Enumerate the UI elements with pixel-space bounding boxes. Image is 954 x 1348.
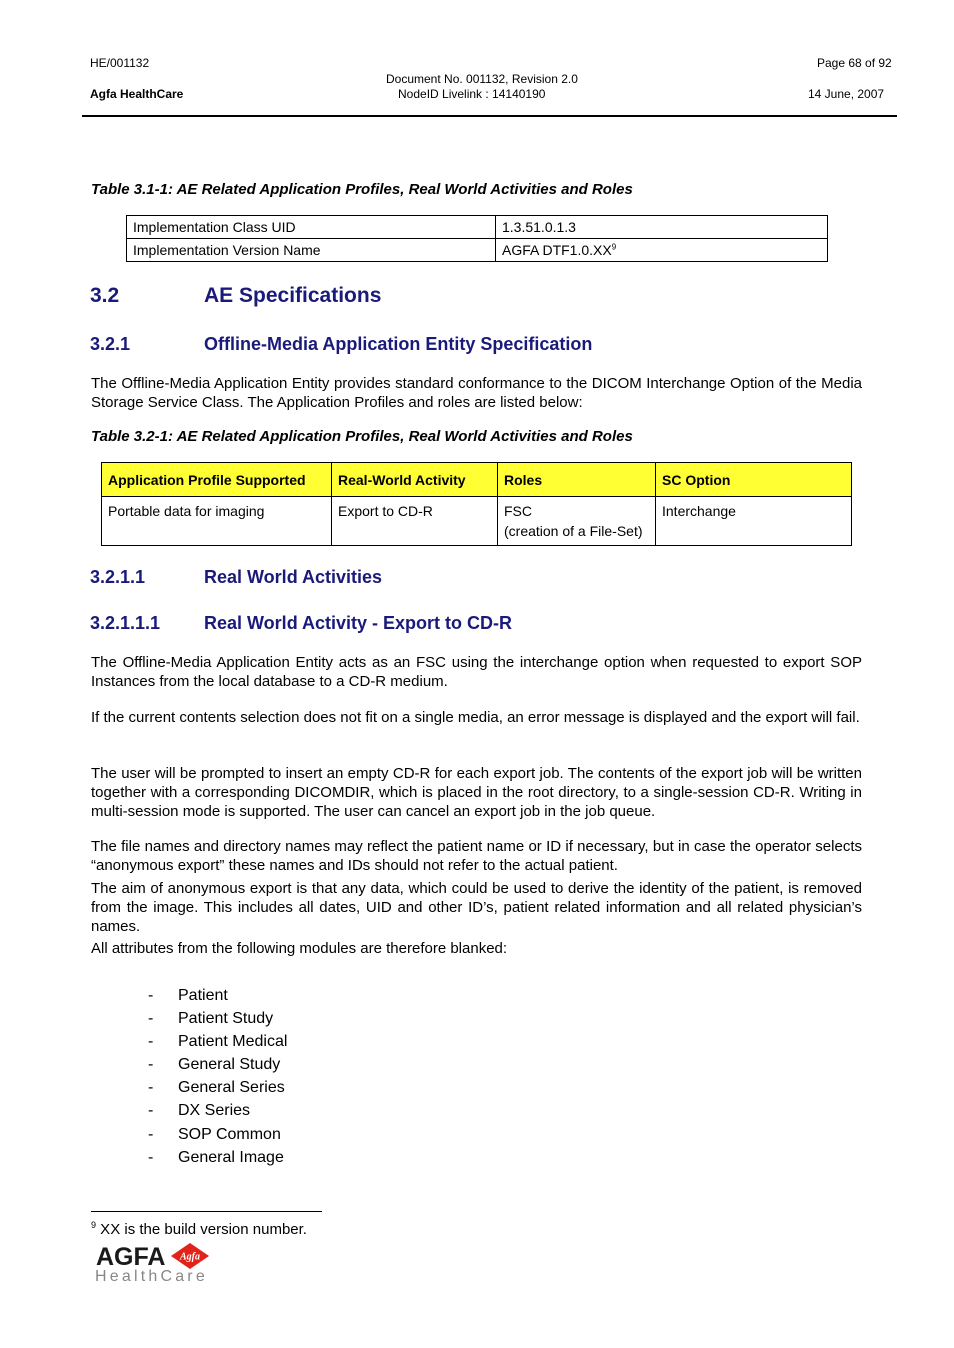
table-row xyxy=(127,216,828,239)
document-number: Document No. 001132, Revision 2.0 xyxy=(386,72,578,86)
table-cell-profile: Portable data for imaging xyxy=(102,497,332,546)
footnote-text: XX is the build version number. xyxy=(96,1221,307,1238)
implementation-table xyxy=(126,215,828,262)
section-title: Real World Activities xyxy=(204,567,383,587)
footnote-rule xyxy=(91,1211,322,1212)
column-header: Roles xyxy=(498,463,656,497)
table-cell-label: Implementation Class UID xyxy=(127,216,496,239)
table-cell-value: 1.3.51.0.1.3 xyxy=(496,216,828,239)
role-name: FSC xyxy=(504,503,532,519)
section-title: AE Specifications xyxy=(204,284,382,307)
module-list xyxy=(148,984,287,1169)
agfa-rhombus-logo-icon xyxy=(170,1242,210,1270)
footnote-marker: 9 xyxy=(91,1220,97,1230)
list-item: - Patient Study xyxy=(148,1010,274,1028)
list-item: - Patient xyxy=(148,987,228,1004)
node-id: NodeID Livelink : 14140190 xyxy=(398,87,546,101)
table-cell-roles xyxy=(498,497,656,546)
section-heading-3-2-1-1-1 xyxy=(90,613,512,634)
table-cell-option: Interchange xyxy=(656,497,852,546)
list-item: - Patient Medical xyxy=(148,1033,288,1051)
application-profile-table xyxy=(101,462,852,546)
role-description: (creation of a File-Set) xyxy=(504,523,643,539)
table-cell-activity: Export to CD-R xyxy=(332,497,498,546)
header-rule xyxy=(82,115,897,117)
list-item: - DX Series xyxy=(148,1102,251,1120)
list-item: - General Series xyxy=(148,1079,285,1097)
section-heading-3-2-1-1 xyxy=(90,567,382,588)
body-paragraph: The Offline-Media Application Entity acts as an FSC using the interchange option when requested to export SOP Instances from the local database to a CD-R medium. xyxy=(91,654,862,690)
table-row xyxy=(102,497,852,546)
svg-text:Agfa: Agfa xyxy=(180,1251,200,1263)
section-number: 3.2 xyxy=(90,284,120,307)
section-number: 3.2.1 xyxy=(90,334,131,354)
body-paragraph: If the current contents selection does not fit on a single media, an error message is displayed and the export will fail. xyxy=(91,709,860,726)
table1-caption: Table 3.1-1: AE Related Application Profiles, Real World Activities and Roles xyxy=(91,181,633,198)
list-item: - General Study xyxy=(148,1056,281,1074)
section-number: 3.2.1.1.1 xyxy=(90,613,161,633)
version-name-value: AGFA DTF1.0.XX xyxy=(502,242,612,258)
list-item: - SOP Common xyxy=(148,1125,281,1143)
table-header-row xyxy=(102,463,852,497)
list-item: - General Image xyxy=(148,1148,284,1166)
body-paragraph: All attributes from the following modules are therefore blanked: xyxy=(91,940,508,957)
agfa-logo-subtitle: HealthCare xyxy=(95,1268,208,1285)
footnote-ref: 9 xyxy=(611,242,617,252)
page-number: Page 68 of 92 xyxy=(817,56,892,70)
table2-caption: Table 3.2-1: AE Related Application Profiles, Real World Activities and Roles xyxy=(91,428,633,445)
column-header: SC Option xyxy=(656,463,852,497)
body-paragraph: The user will be prompted to insert an empty CD-R for each export job. The contents of the export job will be written together with a corresponding DICOMDIR, which is placed in the root directory, to a single-session CD-R. Writing in multi-session mode is supported. The user can cancel an export job in the job queue. xyxy=(91,765,862,820)
document-date: 14 June, 2007 xyxy=(808,87,885,101)
table-cell-value xyxy=(496,239,828,262)
column-header: Real-World Activity xyxy=(332,463,498,497)
section-heading-3-2-1 xyxy=(90,334,592,355)
section-number: 3.2.1.1 xyxy=(90,567,146,587)
footnote xyxy=(91,1220,307,1238)
body-paragraph: The file names and directory names may reflect the patient name or ID if necessary, but in case the operator selects “anonymous export” these names and IDs should not refer to the actual patient. xyxy=(91,838,862,874)
table-row xyxy=(127,239,828,262)
agfa-logo-wordmark: AGFA xyxy=(96,1243,166,1271)
section-title: Real World Activity - Export to CD-R xyxy=(204,613,513,633)
section-title: Offline-Media Application Entity Specification xyxy=(204,334,593,354)
company-name: Agfa HealthCare xyxy=(90,87,184,101)
column-header: Application Profile Supported xyxy=(102,463,332,497)
doc-ref: HE/001132 xyxy=(90,56,150,70)
body-paragraph: The aim of anonymous export is that any data, which could be used to derive the identity of the patient, is removed from the image. This includes all dates, UID and other ID’s, patient related information and all related physician’s names. xyxy=(91,880,862,935)
section-heading-3-2 xyxy=(90,284,381,308)
section-intro-paragraph: The Offline-Media Application Entity provides standard conformance to the DICOM Interchange Option of the Media Storage Service Class. The Application Profiles and roles are listed below: xyxy=(91,375,862,411)
table-cell-label: Implementation Version Name xyxy=(127,239,496,262)
